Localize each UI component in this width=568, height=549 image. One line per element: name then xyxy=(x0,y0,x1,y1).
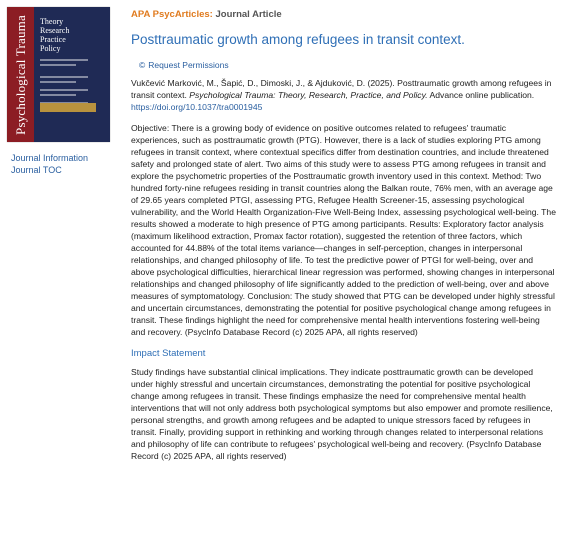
copyright-icon: © xyxy=(139,60,146,70)
cover-panel xyxy=(34,7,110,142)
request-permissions-label: Request Permissions xyxy=(148,60,229,70)
citation-status: Advance online publication. xyxy=(427,90,535,100)
cover-title-line: Theory xyxy=(40,17,64,26)
main-content xyxy=(131,9,556,462)
cover-fine-print xyxy=(40,81,76,83)
citation xyxy=(131,77,556,113)
article-type: Journal Article xyxy=(212,9,282,20)
cover-title-line: Practice xyxy=(40,35,66,44)
article-title: Posttraumatic growth among refugees in transit context. xyxy=(131,32,465,47)
cover-fine-print xyxy=(40,89,88,91)
cover-fine-print xyxy=(40,59,88,61)
cover-title-line: Policy xyxy=(40,44,61,53)
impact-statement-heading: Impact Statement xyxy=(131,348,206,359)
citation-authors: Vukčević Marković, M., Šapić, D., Dimoski, J., & Ajduković, D. (2025). Posttraumatic growth among refugees in transit context. xyxy=(131,78,552,100)
doi-link[interactable]: https://doi.org/10.1037/tra0001945 xyxy=(131,102,263,112)
database-brand: APA PsycArticles: xyxy=(131,9,213,20)
citation-journal: Psychological Trauma: Theory, Research, Practice, and Policy. xyxy=(189,90,428,100)
impact-statement-text: Study findings have substantial clinical implications. They indicate posttraumatic growth can be developed under highly stressful and uncertain circumstances, demonstrating the potential for positive psychological change among refugees in transit. These findings emphasize the need for comprehensive mental health interventions that will not only address both psychological symptoms but also empower and promote resilience, personal strengths, and growth among refugees and be adapted to unique stressors faced by refugees in transit. Finally, providing support in rethinking and working through changes related to interpersonal relations and philosophy of life can contribute to refugees' psychological well-being and recovery. (PsycInfo Database Record (c) 2025 APA, all rights reserved) xyxy=(131,367,553,461)
journal-links xyxy=(7,152,112,176)
article-type-line xyxy=(131,9,556,20)
cover-fine-print xyxy=(40,94,76,96)
cover-spine xyxy=(11,13,31,136)
cover-spine-title: Psychological Trauma xyxy=(13,14,29,135)
journal-information-link[interactable]: Journal Information xyxy=(11,153,89,163)
request-permissions-link[interactable] xyxy=(139,60,556,70)
journal-toc-link[interactable]: Journal TOC xyxy=(11,165,62,175)
left-column xyxy=(7,7,112,176)
journal-cover[interactable] xyxy=(7,7,110,142)
cover-fine-print xyxy=(40,64,76,66)
publisher-logo xyxy=(40,103,96,112)
cover-fine-print xyxy=(40,76,88,78)
cover-title-line: Research xyxy=(40,26,70,35)
abstract: Objective: There is a growing body of evidence on positive outcomes related to refugees' traumatic experiences, such as posttraumatic growth (PTG). However, there is a lack of studies exploring PTG among refugees in transit context, where contextual specifics differ from destination countries, and include threatened safety and prolonged state of alert. Two aims of this study were to assess PTG among refugees in transit and explore the psychometric properties of the Posttraumatic growth inventory used in this context. Method: Two hundred forty-nine refugees residing in transit countries along the Balkan route, 76% men, with an average age of 29.65 years completed PTGI, assessing PTG, Refugee Health Screener-15, assessing psychological vulnerability, and the World Health Organization-Five Well-Being Index, assessing psychological well-being. The results showed a moderate to high presence of PTG among participants. Results: Exploratory factor analysis (maximum likelihood extraction, Promax factor rotation), suggested the retention of three factors, which accounted for 44.88% of the total items variance—changes in self-perception, changes in interpersonal relationships, and changed philosophy of life. To test the predictive power of PTGI for well-being, over and above psychological difficulties, hierarchical linear regression was performed, showing changes in interpersonal relationships and changed philosophy of life significantly added to the prediction of well-being, over and above measures of symptomatology. Conclusion: The study showed that PTG can be developed under highly stressful and uncertain circumstances, demonstrating the potential for positive psychological change among refugees in transit. These findings highlight the need for comprehensive mental health interventions fostering well-being and recovery. (PsycInfo Database Record (c) 2025 APA, all rights reserved) xyxy=(131,123,556,337)
